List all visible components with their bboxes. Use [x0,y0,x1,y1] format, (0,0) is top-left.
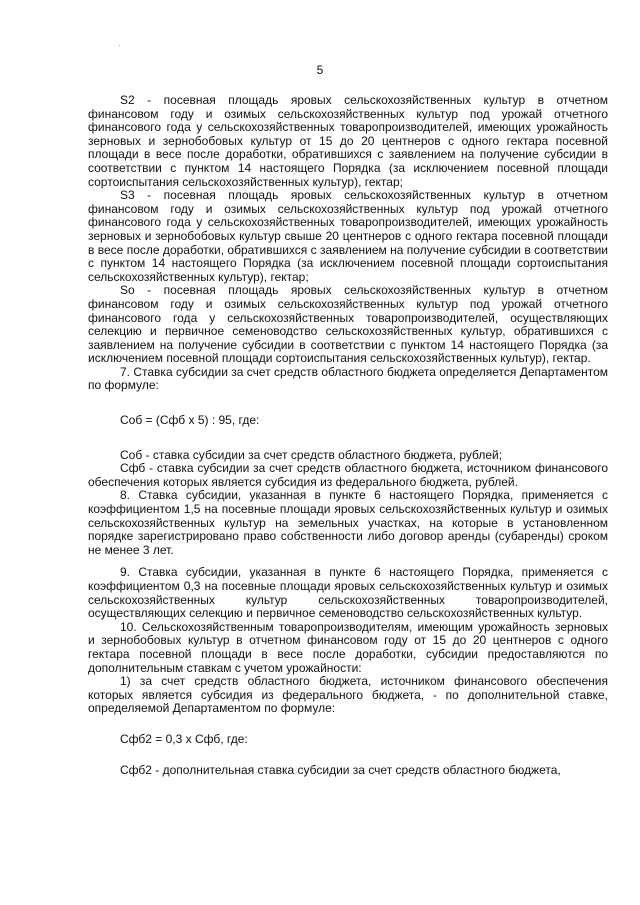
paragraph-item-8: 8. Ставка субсидии, указанная в пункте 6 настоящего Порядка, применяется с коэффициентом 1,5 на посевные площади яровых сельскохозяйственных культур и озимых сельскохозяйственных культур на земельных участках, на которые в установленном порядке зарегистрировано право собственности либо договор аренды (субаренды) сроком не менее 3 лет. [88,488,608,557]
paragraph-item-9: 9. Ставка субсидии, указанная в пункте 6 настоящего Порядка, применяется с коэффициентом 0,3 на посевные площади яровых сельскохозяйственных культур и озимых сельскохозяйственных культур сельскохозяйственных товаропроизводителей, осуществляющих селекцию и первичное семеноводство сельскохозяйственных культур. [88,565,608,621]
paragraph-sfb-definition: Сфб - ставка субсидии за счет средств областного бюджета, источником финансового обеспечения которых является субсидия из федерального бюджета, рублей. [88,461,608,489]
paragraph-item-10-1: 1) за счет средств областного бюджета, источником финансового обеспечения которых является субсидия из федерального бюджета, - по дополнительной ставке, определяемой Департаментом по формуле: [88,674,608,716]
paragraph-sob-definition: Соб - ставка субсидии за счет средств областного бюджета, рублей; [120,447,503,462]
paragraph-s3-definition: S3 - посевная площадь яровых сельскохозяйственных культур в отчетном финансовом году и озимых сельскохозяйственных культур под урожай отчетного финансового года у сельскохозяйственных товаропроизводителей, имеющих урожайность зерновых и зернобобовых культур свыше 20 центнеров с одного гектара посевной площади в весе после доработки, обратившихся с заявлением на получение субсидии в соответствии с пунктом 14 настоящего Порядка (за исключением посевной площади сортоиспытания сельскохозяйственных культур), гектар; [88,188,608,284]
page-number: 5 [316,63,324,77]
paragraph-s2-definition: S2 - посевная площадь яровых сельскохозяйственных культур в отчетном финансовом году и озимых сельскохозяйственных культур под урожай отчетного финансового года у сельскохозяйственных товаропроизводителей, имеющих урожайность зерновых и зернобобовых культур от 15 до 20 центнеров с одного гектара посевной площади в весе после доработки, обратившихся с заявлением на получение субсидии в соответствии с пунктом 14 настоящего Порядка (за исключением посевной площади сортоиспытания сельскохозяйственных культур), гектар; [88,93,608,189]
scan-speck [119,45,120,46]
paragraph-item-7: 7. Ставка субсидии за счет средств областного бюджета определяется Департаментом по формуле: [88,364,608,393]
paragraph-so-definition: So - посевная площадь яровых сельскохозяйственных культур в отчетном финансовом году и озимых сельскохозяйственных культур под урожай отчетного финансового года у сельскохозяйственных товаропроизводителей, осуществляющих селекцию и первичное семеноводство сельскохозяйственных культур, обратившихся с заявлением на получение субсидии в соответствии с пунктом 14 настоящего Порядка (за исключением посевной площади сортоиспытания сельскохозяйственных культур), гектар. [88,283,608,366]
formula-sob: Соб = (Сфб х 5) : 95, где: [120,413,260,428]
paragraph-item-10: 10. Сельскохозяйственным товаропроизводителям, имеющим урожайность зерновых и зернобобовых культур в отчетном финансовом году от 15 до 20 центнеров с одного гектара посевной площади в весе после доработки, субсидии предоставляются по дополнительным ставкам с учетом урожайности: [88,619,608,675]
paragraph-sfb2-definition: Сфб2 - дополнительная ставка субсидии за счет средств областного бюджета, [120,762,561,777]
document-body [88,94,608,777]
formula-sfb2: Сфб2 = 0,3 х Сфб, где: [120,731,248,746]
